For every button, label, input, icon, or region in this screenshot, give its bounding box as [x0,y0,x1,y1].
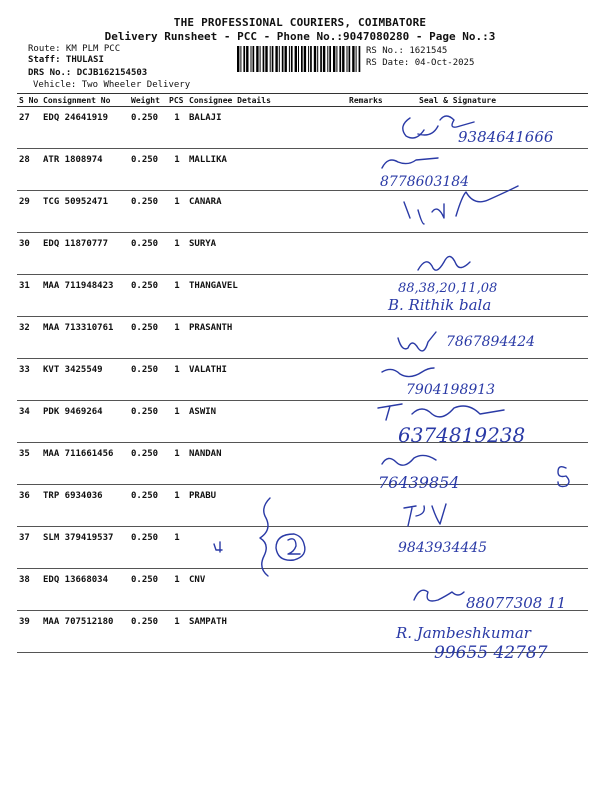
handwritten-phone: 6374819238 [398,423,526,447]
cell-sno: 34 [17,401,41,443]
table-row [17,275,588,317]
cell-consignee: MALLIKA [187,149,347,191]
cell-signature [379,233,588,275]
cell-remarks [347,317,379,359]
runsheet-subtitle: Delivery Runsheet - PCC - Phone No.:9047080280 - Page No.:3 [104,30,496,43]
cell-signature [379,611,588,653]
cell-signature [379,401,588,443]
cell-remarks [347,149,379,191]
cell-pcs: 1 [167,359,187,401]
cell-weight: 0.250 [129,149,167,191]
cell-consignment: TRP 6934036 [41,485,129,527]
cell-sno: 37 [17,527,41,569]
cell-remarks [347,569,379,611]
cell-pcs: 1 [167,107,187,149]
cell-consignee: NANDAN [187,443,347,485]
cell-weight: 0.250 [129,401,167,443]
rs-date: RS Date: 04-Oct-2025 [366,58,475,68]
cell-signature [379,485,588,527]
cell-remarks [347,275,379,317]
cell-weight: 0.250 [129,569,167,611]
handwritten-name: R. Jambeshkumar [396,624,531,642]
cell-weight: 0.250 [129,485,167,527]
table-row [17,443,588,485]
route-label: Route: KM PLM PCC [28,44,121,54]
table-row [17,401,588,443]
cell-consignment: EDQ 11870777 [41,233,129,275]
cell-pcs: 1 [167,275,187,317]
cell-weight: 0.250 [129,359,167,401]
cell-remarks [347,191,379,233]
table-row [17,191,588,233]
cell-weight: 0.250 [129,191,167,233]
col-weight: Weight [129,94,167,107]
cell-remarks [347,443,379,485]
cell-sno: 29 [17,191,41,233]
cell-pcs: 1 [167,485,187,527]
cell-consignment: MAA 707512180 [41,611,129,653]
handwritten-name: B. Rithik bala [388,296,492,314]
cell-consignment: TCG 50952471 [41,191,129,233]
cell-consignee: BALAJI [187,107,347,149]
cell-consignment: SLM 379419537 [41,527,129,569]
cell-remarks [347,359,379,401]
cell-weight: 0.250 [129,275,167,317]
table-row [17,485,588,527]
cell-signature [379,443,588,485]
handwritten-phone: 7867894424 [446,334,536,350]
drs-number: DRS No.: DCJB162154503 [28,68,148,78]
cell-consignment: KVT 3425549 [41,359,129,401]
cell-remarks [347,611,379,653]
cell-pcs: 1 [167,149,187,191]
cell-pcs: 1 [167,527,187,569]
col-remarks: Remarks [349,95,383,105]
handwritten-phone: 7904198913 [406,382,496,398]
cell-consignee: SAMPATH [187,611,347,653]
cell-pcs: 1 [167,569,187,611]
cell-consignee: THANGAVEL [187,275,347,317]
cell-sno: 32 [17,317,41,359]
cell-consignment: PDK 9469264 [41,401,129,443]
cell-sno: 33 [17,359,41,401]
table-row [17,317,588,359]
cell-weight: 0.250 [129,233,167,275]
cell-consignment: MAA 713310761 [41,317,129,359]
handwritten-numbers: 88,38,20,11,08 [398,281,498,296]
table-row [17,611,588,653]
cell-consignee: CNV [187,569,347,611]
cell-sno: 31 [17,275,41,317]
cell-consignment: ATR 1808974 [41,149,129,191]
cell-sno: 30 [17,233,41,275]
cell-pcs: 1 [167,611,187,653]
handwritten-phone: 9843934445 [398,540,488,556]
cell-consignment: MAA 711661456 [41,443,129,485]
handwritten-phone: 9384641666 [458,128,554,146]
cell-signature [379,569,588,611]
cell-consignee: PRASANTH [187,317,347,359]
cell-weight: 0.250 [129,443,167,485]
cell-weight: 0.250 [129,107,167,149]
col-consignment: Consignment No [41,94,129,107]
cell-pcs: 1 [167,443,187,485]
cell-consignment: EDQ 24641919 [41,107,129,149]
col-signature: Seal & Signature [379,94,588,107]
handwritten-phone: 88077308 11 [466,594,567,612]
cell-pcs: 1 [167,401,187,443]
table-row [17,107,588,149]
cell-consignee: VALATHI [187,359,347,401]
cell-signature [379,317,588,359]
cell-pcs: 1 [167,233,187,275]
col-consignee: Consignee Details [187,94,347,107]
cell-signature [379,107,588,149]
cell-pcs: 1 [167,317,187,359]
vehicle-label: Vehicle: Two Wheeler Delivery [33,80,191,90]
cell-weight: 0.250 [129,611,167,653]
runsheet-table [17,93,588,653]
table-row [17,149,588,191]
cell-remarks [347,401,379,443]
cell-consignee: SURYA [187,233,347,275]
handwritten-phone: 99655 42787 [434,643,548,663]
col-sno: S No [17,94,41,107]
cell-signature [379,527,588,569]
staff-label: Staff: THULASI [28,55,104,65]
cell-consignee: ASWIN [187,401,347,443]
company-title: THE PROFESSIONAL COURIERS, COIMBATORE [173,16,427,29]
cell-signature [379,275,588,317]
rs-number: RS No.: 1621545 [366,46,448,56]
cell-remarks [347,107,379,149]
cell-sno: 27 [17,107,41,149]
cell-pcs: 1 [167,191,187,233]
cell-consignee [187,527,347,569]
barcode [237,46,362,72]
table-header-row [17,94,588,107]
cell-signature [379,191,588,233]
table-row [17,233,588,275]
cell-signature [379,149,588,191]
cell-consignee: CANARA [187,191,347,233]
cell-sno: 28 [17,149,41,191]
handwritten-phone: 8778603184 [380,174,470,190]
cell-remarks [347,485,379,527]
cell-weight: 0.250 [129,527,167,569]
cell-remarks [347,233,379,275]
cell-consignment: EDQ 13668034 [41,569,129,611]
cell-remarks [347,527,379,569]
table-row [17,359,588,401]
cell-sno: 36 [17,485,41,527]
cell-consignment: MAA 711948423 [41,275,129,317]
cell-signature [379,359,588,401]
col-pcs: PCS [167,94,187,107]
table-row [17,569,588,611]
table-row [17,527,588,569]
cell-sno: 38 [17,569,41,611]
cell-weight: 0.250 [129,317,167,359]
cell-sno: 39 [17,611,41,653]
cell-consignee: PRABU [187,485,347,527]
cell-sno: 35 [17,443,41,485]
handwritten-phone: 76439854 [378,473,460,492]
